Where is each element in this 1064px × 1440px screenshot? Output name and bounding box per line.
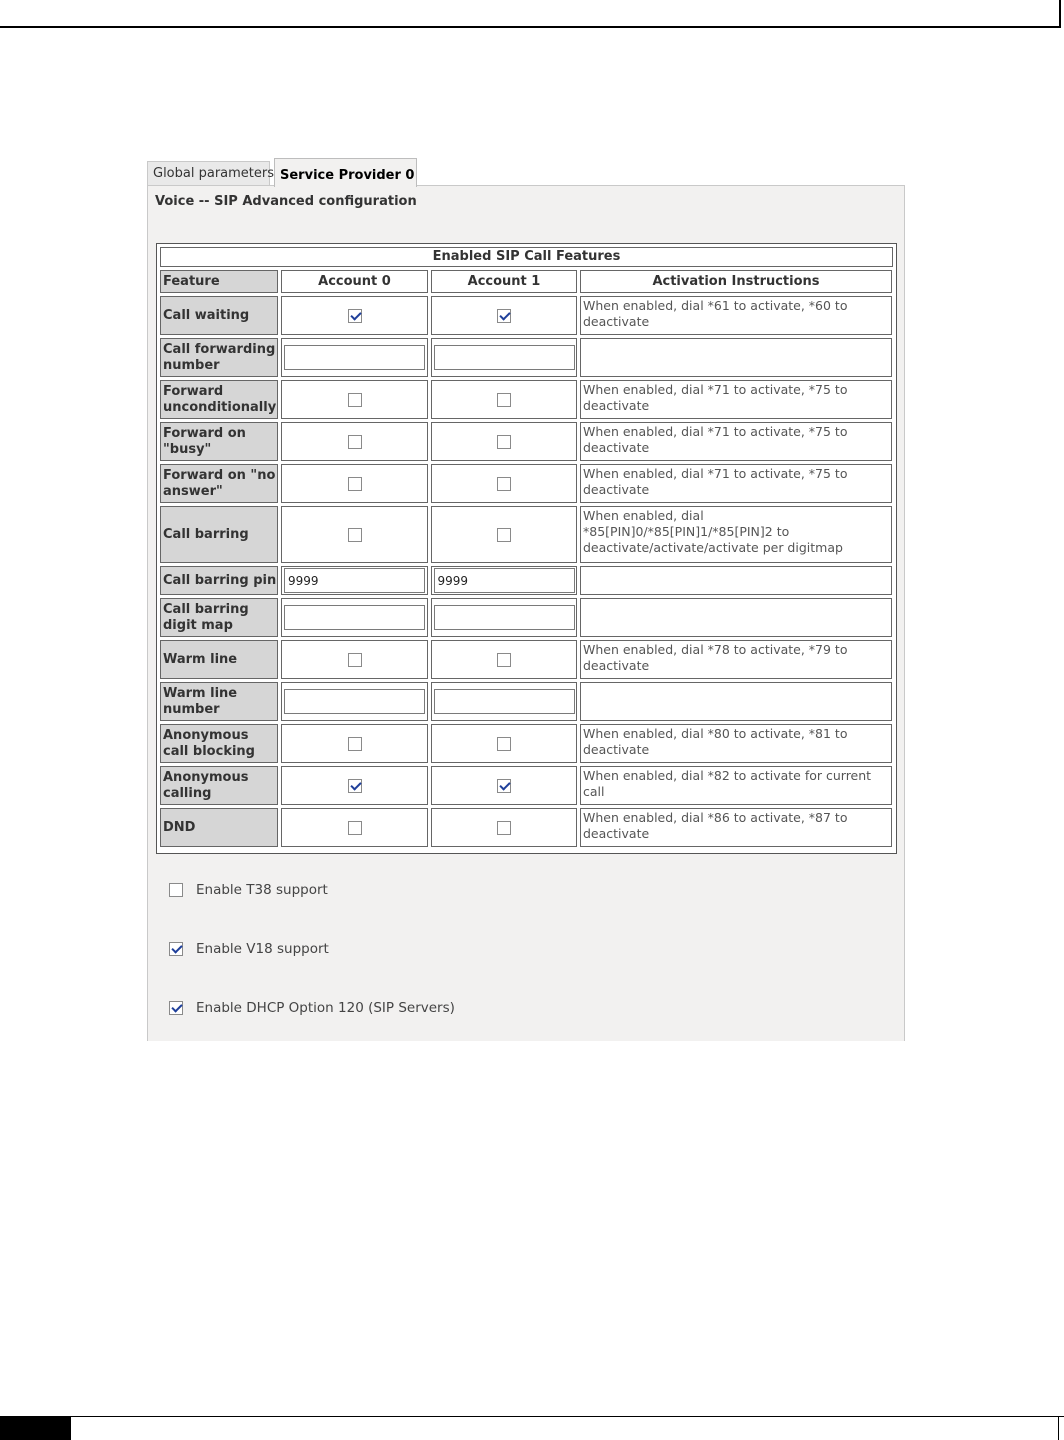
account-0-checkbox[interactable] [348,737,362,751]
dhcp-option-120-label: Enable DHCP Option 120 (SIP Servers) [196,1000,455,1016]
account-0-input[interactable] [284,568,425,593]
account-0-cell [281,566,428,595]
account-1-cell [431,464,577,503]
header-account-0: Account 0 [281,270,428,293]
account-1-cell [431,766,577,805]
account-1-checkbox[interactable] [497,779,511,793]
v18-checkbox[interactable] [169,942,183,956]
account-0-cell [281,296,428,335]
header-account-1: Account 1 [431,270,577,293]
account-0-checkbox[interactable] [348,477,362,491]
header-activation-instructions: Activation Instructions [580,270,892,293]
feature-label: Call barring [160,506,278,563]
account-1-cell [431,640,577,679]
activation-instructions: When enabled, dial *86 to activate, *87 to deactivate [580,808,892,847]
tab-service-provider-0[interactable]: Service Provider 0 [274,158,417,187]
account-0-cell [281,640,428,679]
feature-label: Warm line number [160,682,278,721]
sip-call-features-table [156,243,897,854]
feature-label: Call barring pin [160,566,278,595]
activation-instructions [580,682,892,721]
account-1-cell [431,598,577,637]
account-0-cell [281,380,428,419]
account-0-cell [281,682,428,721]
activation-instructions: When enabled, dial *82 to activate for current call [580,766,892,805]
account-0-input[interactable] [284,345,425,370]
feature-label: Forward on "no answer" [160,464,278,503]
tab-global-parameters[interactable]: Global parameters [147,161,270,186]
page-title: Voice -- SIP Advanced configuration [155,194,417,209]
account-1-cell [431,506,577,563]
feature-label: Forward on "busy" [160,422,278,461]
activation-instructions [580,566,892,595]
account-0-checkbox[interactable] [348,393,362,407]
activation-instructions: When enabled, dial *80 to activate, *81 to deactivate [580,724,892,763]
header-feature: Feature [160,270,278,293]
account-1-cell [431,422,577,461]
account-1-cell [431,724,577,763]
feature-label: Call forwarding number [160,338,278,377]
account-0-checkbox[interactable] [348,435,362,449]
feature-label: Call barring digit map [160,598,278,637]
activation-instructions: When enabled, dial *85[PIN]0/*85[PIN]1/*85[PIN]2 to deactivate/activate/activate per digitmap [580,506,892,563]
option-v18 [169,941,329,957]
feature-label: Forward unconditionally [160,380,278,419]
account-1-cell [431,380,577,419]
account-1-checkbox[interactable] [497,393,511,407]
account-0-cell [281,338,428,377]
activation-instructions: When enabled, dial *71 to activate, *75 to deactivate [580,422,892,461]
account-1-checkbox[interactable] [497,435,511,449]
option-t38 [169,882,328,898]
account-0-cell [281,464,428,503]
account-1-input[interactable] [434,605,575,630]
footer-rule [0,1416,1064,1417]
activation-instructions: When enabled, dial *71 to activate, *75 to deactivate [580,464,892,503]
account-0-cell [281,506,428,563]
page-top-frame [0,0,1061,28]
account-0-checkbox[interactable] [348,779,362,793]
account-1-checkbox[interactable] [497,821,511,835]
account-1-cell [431,682,577,721]
feature-label: DND [160,808,278,847]
account-0-cell [281,598,428,637]
dhcp-option-120-checkbox[interactable] [169,1001,183,1015]
account-0-checkbox[interactable] [348,528,362,542]
account-1-checkbox[interactable] [497,477,511,491]
account-1-input[interactable] [434,345,575,370]
account-0-cell [281,422,428,461]
activation-instructions: When enabled, dial *71 to activate, *75 to deactivate [580,380,892,419]
t38-checkbox[interactable] [169,883,183,897]
account-0-input[interactable] [284,605,425,630]
activation-instructions [580,598,892,637]
footer-right-edge [1058,1416,1059,1440]
account-0-checkbox[interactable] [348,309,362,323]
account-1-checkbox[interactable] [497,309,511,323]
activation-instructions: When enabled, dial *78 to activate, *79 to deactivate [580,640,892,679]
account-0-input[interactable] [284,689,425,714]
option-dhcp-120 [169,1000,455,1016]
account-1-cell [431,338,577,377]
account-1-checkbox[interactable] [497,528,511,542]
account-1-cell [431,566,577,595]
account-1-cell [431,808,577,847]
activation-instructions [580,338,892,377]
account-0-cell [281,766,428,805]
account-1-checkbox[interactable] [497,737,511,751]
account-1-input[interactable] [434,568,575,593]
account-0-cell [281,724,428,763]
account-0-cell [281,808,428,847]
feature-label: Anonymous calling [160,766,278,805]
activation-instructions: When enabled, dial *61 to activate, *60 to deactivate [580,296,892,335]
account-1-checkbox[interactable] [497,653,511,667]
feature-label: Anonymous call blocking [160,724,278,763]
table-title: Enabled SIP Call Features [160,247,893,267]
v18-label: Enable V18 support [196,941,329,957]
t38-label: Enable T38 support [196,882,328,898]
footer-page-tab [0,1416,71,1440]
account-0-checkbox[interactable] [348,821,362,835]
account-1-input[interactable] [434,689,575,714]
feature-label: Call waiting [160,296,278,335]
account-1-cell [431,296,577,335]
feature-label: Warm line [160,640,278,679]
account-0-checkbox[interactable] [348,653,362,667]
config-panel [147,185,905,1041]
